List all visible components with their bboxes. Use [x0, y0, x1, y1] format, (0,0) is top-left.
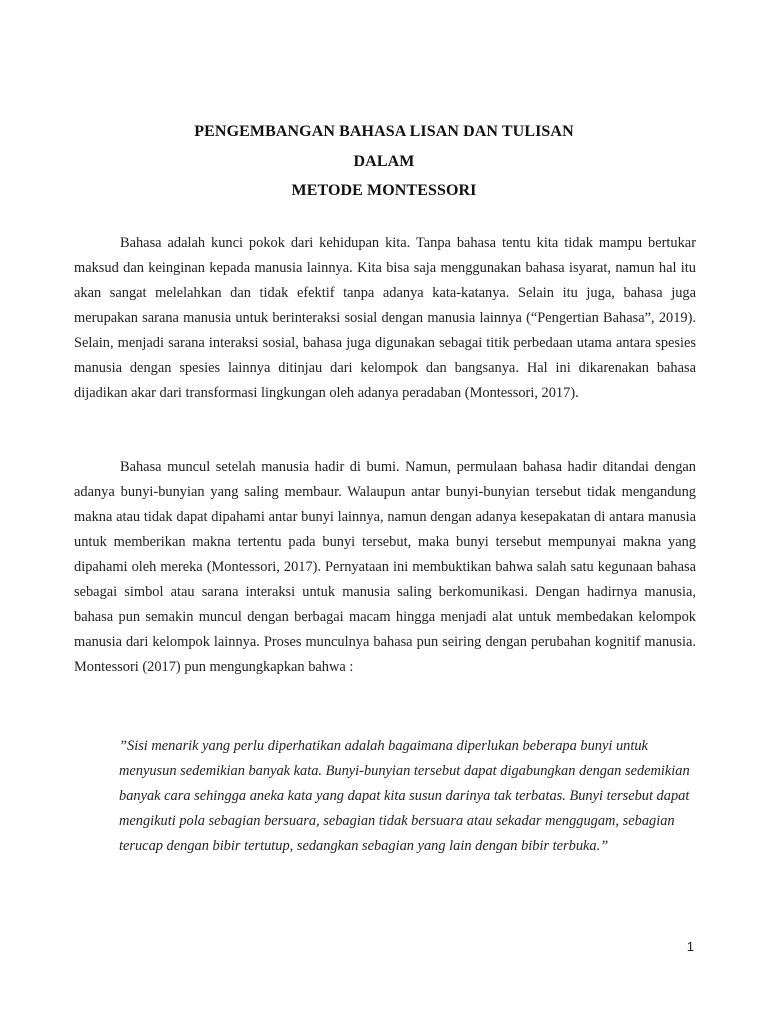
paragraph-2	[74, 455, 696, 680]
title-line-1: PENGEMBANGAN BAHASA LISAN DAN TULISAN	[194, 123, 574, 140]
page-number: 1	[686, 939, 694, 954]
title-line-2: DALAM	[353, 152, 415, 170]
block-quote-text: ”Sisi menarik yang perlu diperhatikan adalah bagaimana diperlukan beberapa bunyi untuk menyusun sedemikian banyak kata. Bunyi-bunyian tersebut dapat digabungkan dengan sedemikian banyak cara sehingga aneka kata yang dapat kita susun darinya tak terbatas. Bunyi tersebut dapat mengikuti pola sebagian bersuara, sebagian tidak bersuara atau sekadar menggugam, sebagian terucap dengan bibir tertutup, sedangkan sebagian yang lain dengan bibir terbuka.”	[119, 738, 690, 854]
paragraph-1	[74, 231, 696, 406]
title-line-3: METODE MONTESSORI	[291, 182, 477, 199]
document-title	[0, 117, 768, 206]
paragraph-1-text: Bahasa adalah kunci pokok dari kehidupan kita. Tanpa bahasa tentu kita tidak mampu bertukar maksud dan keinginan kepada manusia lainnya. Kita bisa saja menggunakan bahasa isyarat, namun hal itu akan sangat melelahkan dan tidak efektif tanpa adanya kata-katanya. Selain itu juga, bahasa juga merupakan sarana manusia untuk berinteraksi sosial dengan manusia lainnya (“Pengertian Bahasa”, 2019). Selain, menjadi sarana interaksi sosial, bahasa juga digunakan sebagai titik perbedaan utama antara spesies manusia dengan spesies lainnya ditinjau dari kelompok dan bangsanya. Hal ini dikarenakan bahasa dijadikan akar dari transformasi lingkungan oleh adanya peradaban (Montessori, 2017).	[74, 235, 696, 401]
block-quote	[119, 734, 695, 859]
paragraph-2-text: Bahasa muncul setelah manusia hadir di bumi. Namun, permulaan bahasa hadir ditandai dengan adanya bunyi-bunyian yang saling membaur. Walaupun antar bunyi-bunyian tersebut tidak mengandung makna atau tidak dapat dipahami antar bunyi lainnya, namun dengan adanya kesepakatan di antara manusia untuk memberikan makna tertentu pada bunyi tersebut, maka bunyi tersebut mempunyai makna yang dipahami oleh mereka (Montessori, 2017). Pernyataan ini membuktikan bahwa salah satu kegunaan bahasa sebagai simbol atau sarana interaksi untuk manusia saling berkomunikasi. Dengan hadirnya manusia, bahasa pun semakin muncul dengan berbagai macam hingga menjadi alat untuk membedakan kelompok manusia dari kelompok lainnya. Proses munculnya bahasa pun seiring dengan perubahan kognitif manusia. Montessori (2017) pun mengungkapkan bahwa :	[74, 459, 696, 675]
